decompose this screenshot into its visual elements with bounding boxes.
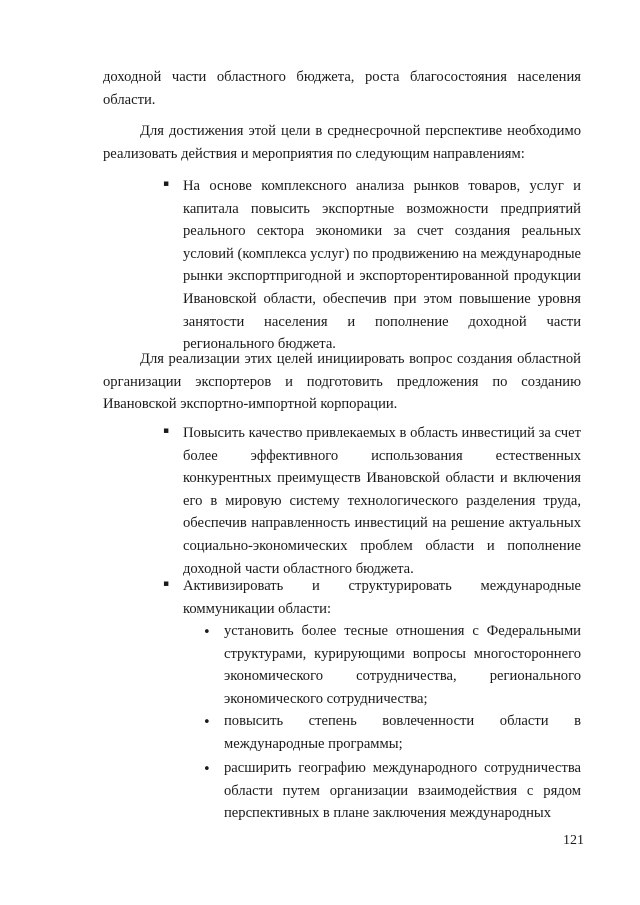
- paragraph-directions-intro: Для достижения этой цели в среднесрочной перспективе необходимо реализовать действия и мероприятия по следующим направлениям:: [103, 123, 581, 162]
- bullet-international-communications: Активизировать и структурировать международные коммуникации области:: [183, 578, 581, 617]
- sub-bullet-cooperation-geography: расширить географию международного сотрудничества области путем организации взаимодействия с рядом перспективных в плане заключения международных: [224, 760, 581, 822]
- bullet-export-opportunities: На основе комплексного анализа рынков товаров, услуг и капитала повысить экспортные возможности предприятий реального сектора экономики за счет создания реальных условий (комплекса услуг) по продвижению на международные рынки экспортпригодной и экспорторентированной продукции Ивановской области, обеспечив при этом повышение уровня занятости населения и пополнение доходной части регионального бюджета.: [183, 178, 581, 353]
- paragraph-exporters-organization: Для реализации этих целей инициировать вопрос создания областной организации экспортеров и подготовить предложения по созданию Ивановской экспортно-импортной корпорации.: [103, 351, 581, 413]
- sub-bullet-international-programs: повысить степень вовлеченности области в международные программы;: [224, 713, 581, 752]
- round-bullet-icon: •: [203, 762, 211, 777]
- bullet-investment-quality: Повысить качество привлекаемых в область инвестиций за счет более эффективного использования естественных конкурентных преимуществ Ивановской области и включения его в мировую систему технологического разделения труда, обеспечив направленность инвестиций на решение актуальных социально-экономических проблем области и пополнение доходной части областного бюджета.: [183, 425, 581, 577]
- round-bullet-icon: •: [203, 715, 211, 730]
- square-bullet-icon: ▪: [163, 579, 170, 589]
- square-bullet-icon: ▪: [163, 426, 170, 436]
- page-number: 121: [563, 833, 584, 848]
- paragraph-continuation: доходной части областного бюджета, роста благосостояния населения области.: [103, 69, 581, 108]
- sub-bullet-federal-relations: установить более тесные отношения с Федеральными структурами, курирующими вопросы многостороннего экономического сотрудничества, регионального экономического сотрудничества;: [224, 623, 581, 707]
- round-bullet-icon: •: [203, 625, 211, 640]
- square-bullet-icon: ▪: [163, 179, 170, 189]
